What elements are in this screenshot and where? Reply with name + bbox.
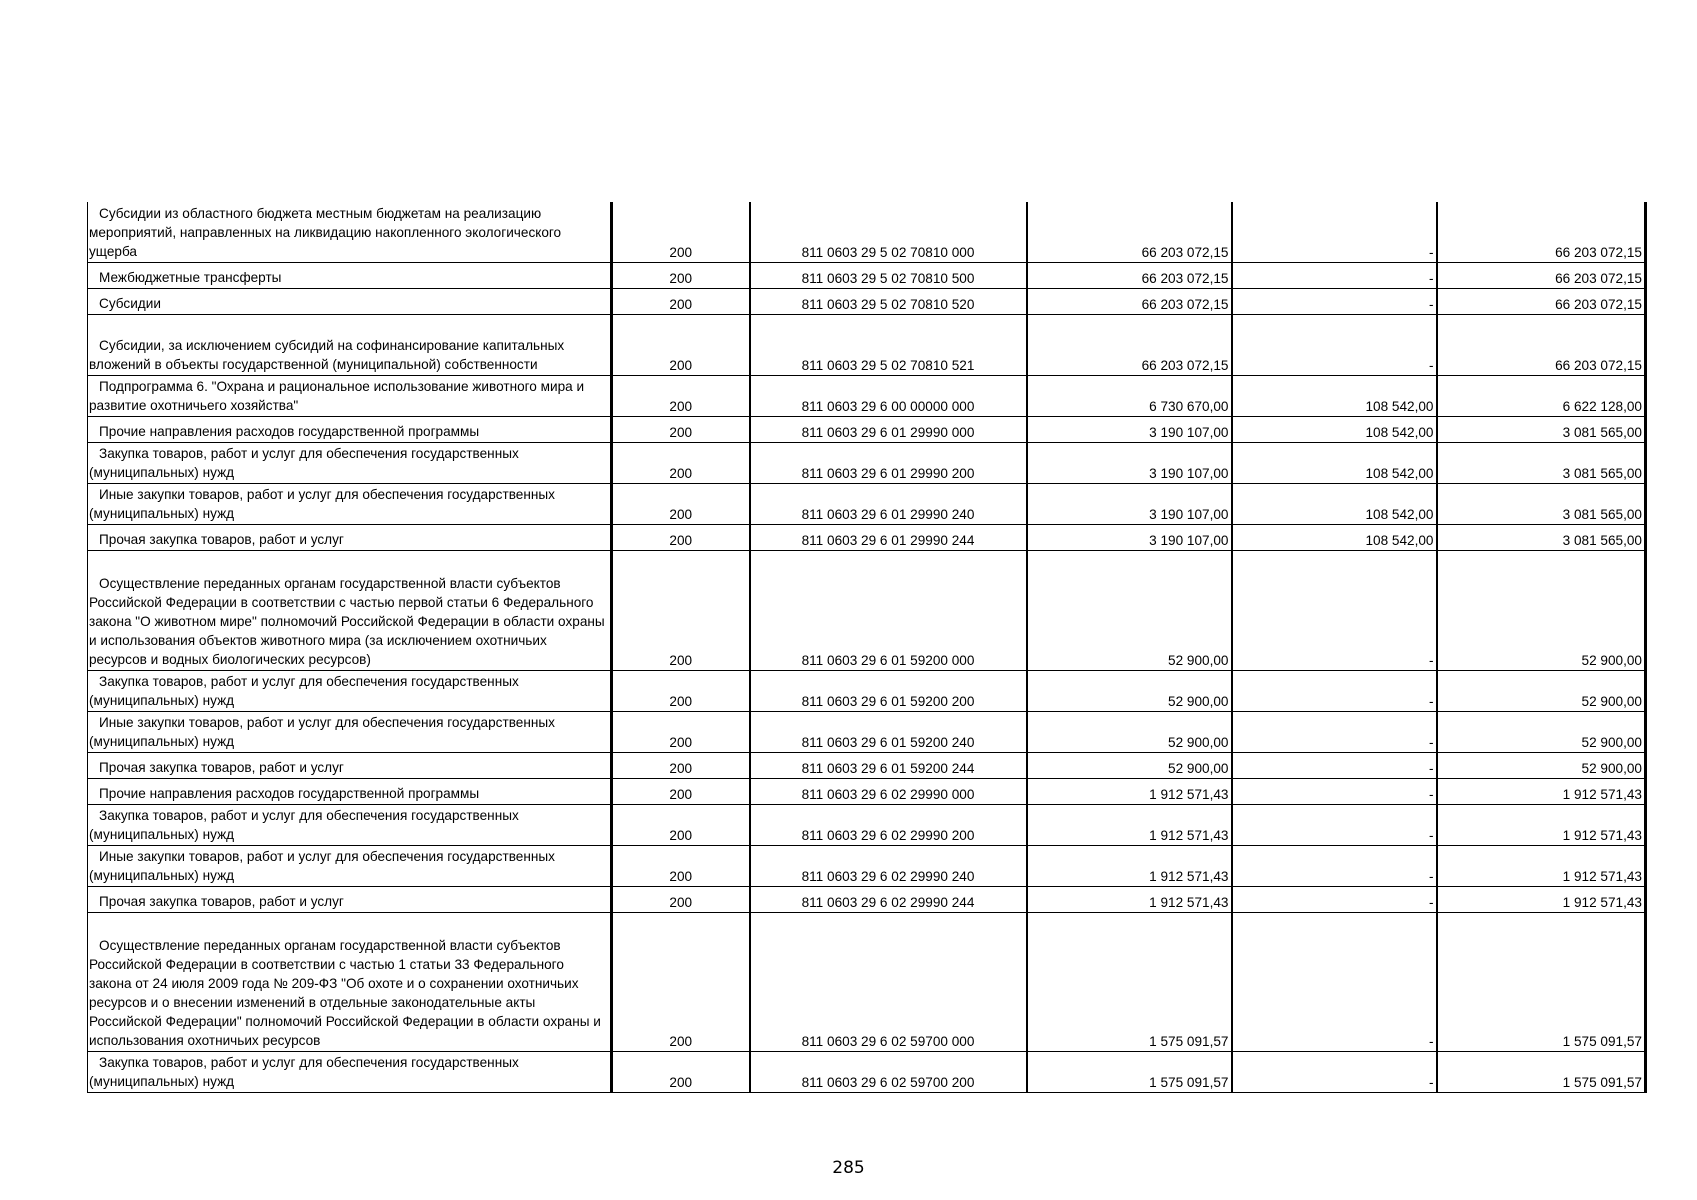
row-executed: 108 542,00 [1232, 416, 1437, 442]
row-name: Закупка товаров, работ и услуг для обеспечения государственных (муниципальных) нужд [88, 1051, 612, 1092]
row-budget-code: 811 0603 29 6 01 59200 244 [750, 752, 1027, 778]
row-remaining: 3 081 565,00 [1437, 442, 1646, 483]
row-remaining: 52 900,00 [1437, 711, 1646, 752]
row-budget-code: 811 0603 29 6 02 59700 200 [750, 1051, 1027, 1092]
row-name: Прочая закупка товаров, работ и услуг [88, 752, 612, 778]
row-line-code: 200 [612, 202, 750, 262]
page-number: 285 [832, 1158, 865, 1178]
row-line-code: 200 [612, 550, 750, 670]
row-name: Закупка товаров, работ и услуг для обеспечения государственных (муниципальных) нужд [88, 804, 612, 845]
table-row [88, 778, 1646, 804]
row-budget-code: 811 0603 29 6 01 29990 200 [750, 442, 1027, 483]
row-name: Иные закупки товаров, работ и услуг для обеспечения государственных (муниципальных) нужд [88, 711, 612, 752]
row-budget-code: 811 0603 29 5 02 70810 500 [750, 262, 1027, 288]
table-row [88, 912, 1646, 1051]
row-approved: 66 203 072,15 [1027, 288, 1232, 314]
row-name: Иные закупки товаров, работ и услуг для обеспечения государственных (муниципальных) нужд [88, 845, 612, 886]
table-row [88, 804, 1646, 845]
row-approved: 3 190 107,00 [1027, 483, 1232, 524]
table-row [88, 711, 1646, 752]
row-budget-code: 811 0603 29 6 01 29990 244 [750, 524, 1027, 550]
row-remaining: 1 912 571,43 [1437, 886, 1646, 912]
row-name: Осуществление переданных органам государственной власти субъектов Российской Федерации в соответствии с частью 1 статьи 33 Федерального закона от 24 июля 2009 года № 209-ФЗ "Об охоте и о сохранении охотничьих ресурсов и о внесении изменений в отдельные законодательные акты Российской Федерации" полномочий Российской Федерации в области охраны и использования охотничьих ресурсов [88, 912, 612, 1051]
row-executed: - [1232, 202, 1437, 262]
row-executed: - [1232, 711, 1437, 752]
table-row [88, 1051, 1646, 1092]
row-approved: 52 900,00 [1027, 711, 1232, 752]
row-executed: 108 542,00 [1232, 524, 1437, 550]
row-line-code: 200 [612, 752, 750, 778]
row-name: Прочие направления расходов государственной программы [88, 778, 612, 804]
row-executed: - [1232, 550, 1437, 670]
row-executed: - [1232, 845, 1437, 886]
table-row [88, 416, 1646, 442]
row-name: Межбюджетные трансферты [88, 262, 612, 288]
row-line-code: 200 [612, 375, 750, 416]
table-row [88, 550, 1646, 670]
row-approved: 1 575 091,57 [1027, 1051, 1232, 1092]
row-line-code: 200 [612, 912, 750, 1051]
row-line-code: 200 [612, 804, 750, 845]
table-row [88, 202, 1646, 262]
row-approved: 3 190 107,00 [1027, 416, 1232, 442]
row-remaining: 1 912 571,43 [1437, 845, 1646, 886]
row-budget-code: 811 0603 29 6 01 29990 000 [750, 416, 1027, 442]
table-row [88, 314, 1646, 375]
row-approved: 3 190 107,00 [1027, 524, 1232, 550]
row-name: Закупка товаров, работ и услуг для обеспечения государственных (муниципальных) нужд [88, 670, 612, 711]
row-budget-code: 811 0603 29 5 02 70810 520 [750, 288, 1027, 314]
row-budget-code: 811 0603 29 6 02 29990 000 [750, 778, 1027, 804]
table-row [88, 262, 1646, 288]
row-name: Субсидии, за исключением субсидий на софинансирование капитальных вложений в объекты государственной (муниципальной) собственности [88, 314, 612, 375]
row-line-code: 200 [612, 416, 750, 442]
row-name: Субсидии из областного бюджета местным бюджетам на реализацию мероприятий, направленных на ликвидацию накопленного экологического ущерба [88, 202, 612, 262]
row-name: Осуществление переданных органам государственной власти субъектов Российской Федерации в соответствии с частью первой статьи 6 Федерального закона "О животном мире" полномочий Российской Федерации в области охраны и использования объектов животного мира (за исключением охотничьих ресурсов и водных биологических ресурсов) [88, 550, 612, 670]
row-remaining: 66 203 072,15 [1437, 314, 1646, 375]
row-name: Субсидии [88, 288, 612, 314]
table-row [88, 375, 1646, 416]
row-remaining: 66 203 072,15 [1437, 288, 1646, 314]
row-remaining: 66 203 072,15 [1437, 202, 1646, 262]
row-executed: 108 542,00 [1232, 442, 1437, 483]
row-name: Закупка товаров, работ и услуг для обеспечения государственных (муниципальных) нужд [88, 442, 612, 483]
table-row [88, 524, 1646, 550]
row-budget-code: 811 0603 29 5 02 70810 521 [750, 314, 1027, 375]
table-row [88, 752, 1646, 778]
table-row [88, 483, 1646, 524]
row-approved: 52 900,00 [1027, 752, 1232, 778]
row-budget-code: 811 0603 29 6 02 29990 240 [750, 845, 1027, 886]
row-executed: 108 542,00 [1232, 483, 1437, 524]
table-row [88, 442, 1646, 483]
row-approved: 1 912 571,43 [1027, 845, 1232, 886]
row-line-code: 200 [612, 288, 750, 314]
row-approved: 6 730 670,00 [1027, 375, 1232, 416]
row-executed: - [1232, 886, 1437, 912]
row-name: Прочие направления расходов государственной программы [88, 416, 612, 442]
budget-execution-table [87, 202, 1647, 1093]
row-remaining: 6 622 128,00 [1437, 375, 1646, 416]
row-budget-code: 811 0603 29 6 02 29990 200 [750, 804, 1027, 845]
row-remaining: 1 575 091,57 [1437, 1051, 1646, 1092]
row-executed: - [1232, 752, 1437, 778]
row-line-code: 200 [612, 442, 750, 483]
row-executed: - [1232, 1051, 1437, 1092]
row-executed: - [1232, 804, 1437, 845]
row-remaining: 3 081 565,00 [1437, 483, 1646, 524]
row-approved: 1 912 571,43 [1027, 804, 1232, 845]
row-line-code: 200 [612, 845, 750, 886]
row-executed: - [1232, 670, 1437, 711]
row-approved: 1 575 091,57 [1027, 912, 1232, 1051]
row-approved: 52 900,00 [1027, 550, 1232, 670]
row-remaining: 3 081 565,00 [1437, 416, 1646, 442]
row-budget-code: 811 0603 29 6 01 59200 200 [750, 670, 1027, 711]
row-remaining: 52 900,00 [1437, 752, 1646, 778]
row-approved: 66 203 072,15 [1027, 202, 1232, 262]
table-row [88, 670, 1646, 711]
row-remaining: 1 912 571,43 [1437, 804, 1646, 845]
row-budget-code: 811 0603 29 6 01 29990 240 [750, 483, 1027, 524]
row-budget-code: 811 0603 29 5 02 70810 000 [750, 202, 1027, 262]
row-budget-code: 811 0603 29 6 02 29990 244 [750, 886, 1027, 912]
row-budget-code: 811 0603 29 6 02 59700 000 [750, 912, 1027, 1051]
row-remaining: 1 575 091,57 [1437, 912, 1646, 1051]
row-name: Прочая закупка товаров, работ и услуг [88, 886, 612, 912]
row-line-code: 200 [612, 314, 750, 375]
row-remaining: 1 912 571,43 [1437, 778, 1646, 804]
row-approved: 52 900,00 [1027, 670, 1232, 711]
row-line-code: 200 [612, 778, 750, 804]
row-remaining: 52 900,00 [1437, 670, 1646, 711]
table-row [88, 845, 1646, 886]
row-approved: 3 190 107,00 [1027, 442, 1232, 483]
row-executed: - [1232, 778, 1437, 804]
row-budget-code: 811 0603 29 6 00 00000 000 [750, 375, 1027, 416]
row-approved: 1 912 571,43 [1027, 886, 1232, 912]
row-line-code: 200 [612, 711, 750, 752]
row-name: Прочая закупка товаров, работ и услуг [88, 524, 612, 550]
row-approved: 1 912 571,43 [1027, 778, 1232, 804]
row-executed: - [1232, 262, 1437, 288]
row-executed: - [1232, 314, 1437, 375]
row-executed: - [1232, 288, 1437, 314]
row-approved: 66 203 072,15 [1027, 262, 1232, 288]
row-line-code: 200 [612, 886, 750, 912]
row-name: Иные закупки товаров, работ и услуг для обеспечения государственных (муниципальных) нужд [88, 483, 612, 524]
row-executed: 108 542,00 [1232, 375, 1437, 416]
row-name: Подпрограмма 6. "Охрана и рациональное использование животного мира и развитие охотничьего хозяйства" [88, 375, 612, 416]
row-remaining: 66 203 072,15 [1437, 262, 1646, 288]
row-line-code: 200 [612, 262, 750, 288]
row-budget-code: 811 0603 29 6 01 59200 000 [750, 550, 1027, 670]
table-row [88, 886, 1646, 912]
row-remaining: 3 081 565,00 [1437, 524, 1646, 550]
row-line-code: 200 [612, 524, 750, 550]
row-executed: - [1232, 912, 1437, 1051]
row-approved: 66 203 072,15 [1027, 314, 1232, 375]
row-line-code: 200 [612, 1051, 750, 1092]
table-body [88, 202, 1646, 1092]
row-line-code: 200 [612, 670, 750, 711]
row-remaining: 52 900,00 [1437, 550, 1646, 670]
row-budget-code: 811 0603 29 6 01 59200 240 [750, 711, 1027, 752]
table-row [88, 288, 1646, 314]
row-line-code: 200 [612, 483, 750, 524]
